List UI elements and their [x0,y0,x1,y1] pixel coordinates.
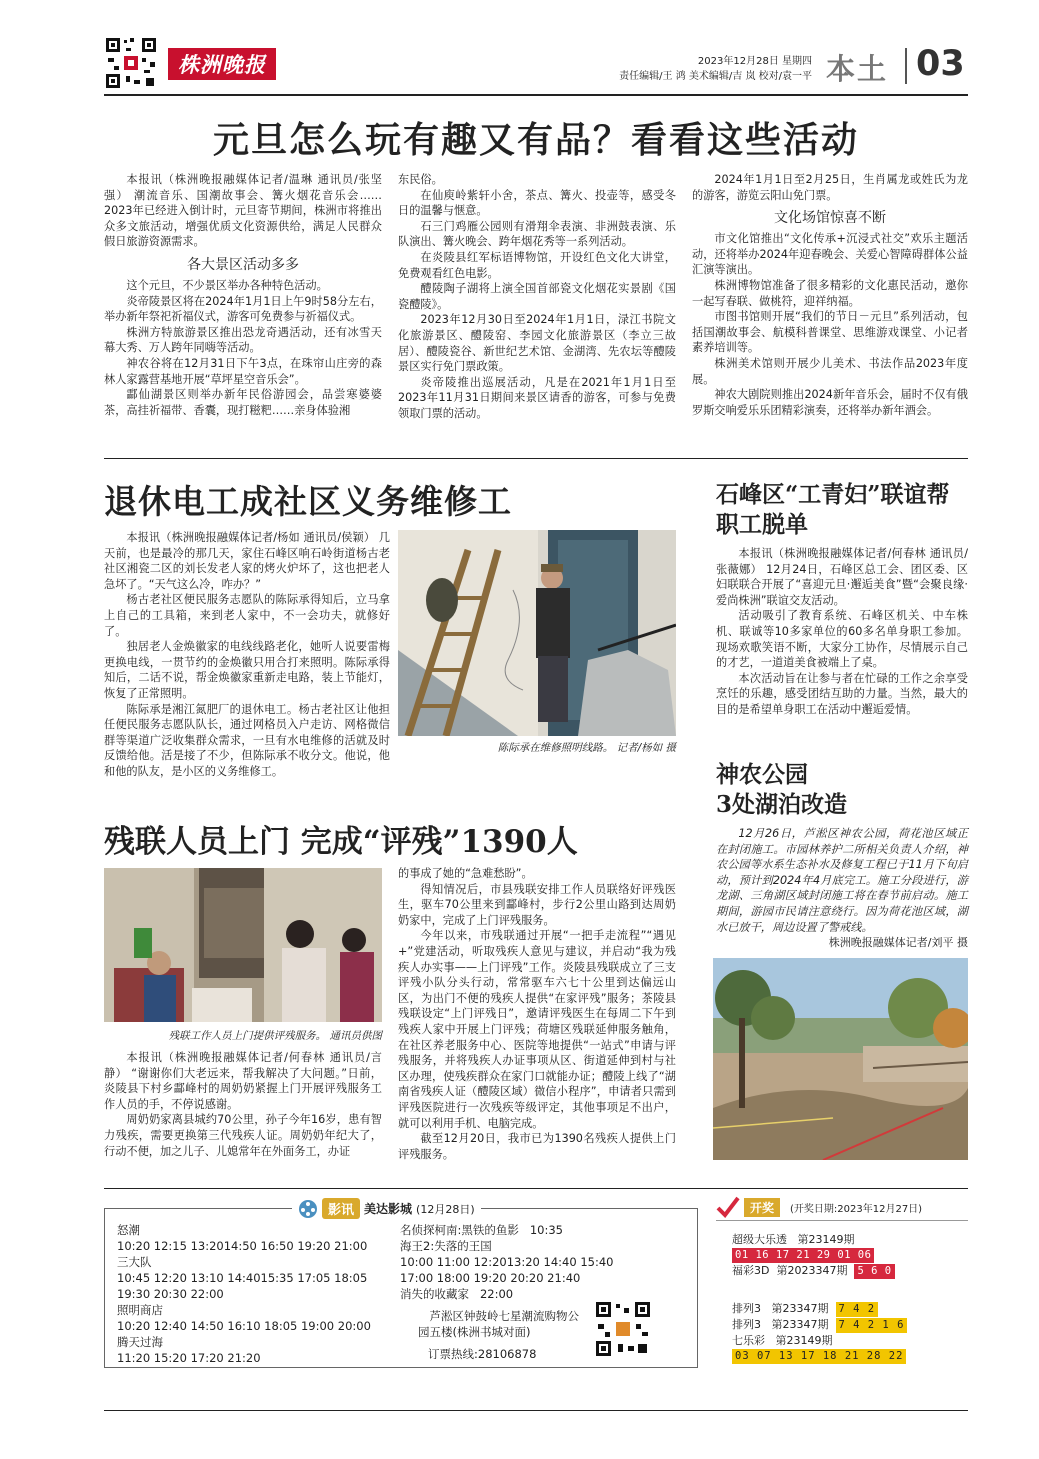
lottery-issue: 第2023347期 [776,1264,848,1277]
paragraph: 这个元旦，不少景区举办各种特色活动。 [126,278,328,292]
paragraph: 酃仙湖景区则举办新年民俗游园会，品尝寒婆婆茶，高挂祈福带、香囊，现打糍粑……亲身体验湘 [104,388,382,417]
paragraph: 在仙庾岭紫轩小舍，茶点、篝火、投壶等，感受冬日的温馨与惬意。 [398,188,676,218]
article1-col2 [398,172,676,422]
paragraph: 市文化馆推出“文化传承+沉浸式社交”欢乐主题活动，还将举办2024年迎春晚会、关爱心智障碍群体公益汇演等演出。 [692,232,968,277]
lottery-name: 七乐彩 [732,1334,765,1347]
paragraph: 株洲美术馆则开展少儿美术、书法作品2023年度展。 [692,356,968,386]
article5-left-text [104,1050,382,1159]
film-title: 消失的收藏家 [400,1287,469,1301]
editors-line: 责任编辑/王 鸿 美术编辑/吉 岚 校对/袁一平 [619,71,812,82]
film-title: 照明商店 [117,1303,163,1317]
paragraph: 在炎陵县红军标语博物馆，开设红色文化大讲堂，免费观看红色电影。 [398,250,676,280]
cinema-hotline: 订票热线:28106878 [428,1347,537,1361]
article1-headline: 元旦怎么玩有趣又有品？看看这些活动 [212,120,859,161]
cinema-right-list [400,1222,690,1302]
article2-headline: 退休电工成社区义务维修工 [104,482,512,521]
cinema-header [292,1198,481,1219]
article5-headline: 残联人员上门 完成“评残”1390人 [104,824,578,860]
film-times: 10:35 [529,1223,563,1237]
qr-code-cinema [594,1300,652,1358]
film-title: 海王2:失落的王国 [400,1239,492,1253]
lottery-name: 排列3 [732,1318,761,1331]
paragraph: 炎帝陵推出巡展活动，凡是在2021年1月1日至2023年11月31日期间来景区请香的游客，可参与免费领取门票的活动。 [398,375,676,420]
paragraph: 市图书馆则开展“我们的节日－元旦”系列活动，包括国潮故事会、航模科普课堂、思维游戏课堂、小记者素养培训等。 [692,310,968,355]
cinema-address: 芦淞区钟鼓岭七星潮流购物公园五楼(株洲书城对面) [418,1309,579,1339]
lottery-results [732,1232,968,1364]
film-times: 11:20 15:20 17:20 21:20 [117,1351,261,1365]
article1-col3 [692,172,968,418]
disability-service-photo [104,868,382,1022]
paragraph: 本报讯（株洲晚报融媒体记者/温琳 通讯员/张坚强） 潮流音乐、国潮故事会、篝火烟花音乐会……2023年已经进入倒计时，元旦寄节期间，株洲市将推出众多文旅活动，增强优质文化资源供给，满足人民群众假日旅游资源需求。 [104,173,382,249]
film-title: 怒潮 [117,1223,140,1237]
subheading: 文化场馆惊喜不断 [774,210,886,227]
lottery-line [732,1333,968,1348]
article1-col1 [104,172,382,418]
article4-text [716,826,968,935]
lake-photo [713,958,968,1160]
paragraph: 活动吸引了教育系统、石峰区机关、中车株机、联诚等10多家单位的60多名单身职工参加。现场欢歌笑语不断，大家分工协作，尽情展示自己的才艺，一道道美食被端上了桌。 [716,609,968,670]
paragraph: 本报讯（株洲晚报融媒体记者/何春林 通讯员/张薇娜） 12月24日，石峰区总工会、团区委、区妇联联合开展了“喜迎元旦·邂逅美食”暨“会聚良缘·爱尚株洲”联谊交友活动。 [716,547,968,607]
section-divider [905,48,907,84]
paragraph: 陈际承是湘江氮肥厂的退休电工。杨古老社区让他担任便民服务志愿队队长，通过网格员入户走访、网格微信群等渠道广泛收集群众需求，一旦有水电维修的活就及时反馈给他。活是接了不少，但陈际承不收分文。他说，他和他的队友，是小区的义务维修工。 [104,702,390,778]
section-rule [104,458,968,459]
paragraph: 本报讯（株洲晚报融媒体记者/何春林 通讯员/言静） “谢谢你们大老远来，帮我解决了大问题。”日前，炎陵县下村乡酃峰村的周奶奶紧握上门开展评残服务工作人员的手，不停说感谢。 [104,1051,382,1111]
lottery-name: 超级大乐透 [732,1233,787,1246]
film-times: 22:00 [479,1287,514,1301]
article3-text [716,546,968,718]
lottery-numbers: 7 4 2 [836,1302,879,1317]
paragraph: 醴陵陶子湖将上演全国首部瓷文化烟花实景剧《国瓷醴陵》。 [398,282,676,311]
lottery-numbers: 7 4 2 1 6 [836,1318,908,1333]
cinema-date: (12月28日) [416,1202,475,1216]
lottery-date: (开奖日期:2023年12月27日) [790,1203,923,1215]
film-times: 10:20 12:40 14:50 16:10 18:05 19:00 20:00 [117,1319,371,1333]
film-title: 名侦探柯南:黑铁的鱼影 [400,1223,519,1237]
lottery-line [732,1263,968,1279]
lottery-numbers: 5 6 0 [854,1264,894,1279]
article4-byline: 株洲晚报融媒体记者/刘平 摄 [828,936,968,949]
paragraph: 炎帝陵景区将在2024年1月1日上午9时58分左右，举办新年祭祀祈福仪式，游客可免费参与祈福仪式。 [104,294,382,324]
film-title: 腾天过海 [117,1335,163,1349]
film-times: 10:20 12:15 13:2014:50 16:50 19:20 21:00 [117,1239,368,1253]
paragraph: 的事成了她的“急难愁盼”。 [398,867,533,880]
lottery-tag: 开奖 [744,1198,780,1217]
film-title: 三大队 [117,1255,152,1269]
masthead-logo [168,48,276,80]
paragraph: 株洲博物馆准备了很多精彩的文化惠民活动，邀你一起写春联、做桃符，迎祥纳福。 [692,278,968,308]
electrician-photo [398,530,676,736]
photo-caption: 残联工作人员上门提供评残服务。 通讯员供图 [168,1030,382,1042]
article4-headline-line2: 3处湖泊改造 [716,791,848,818]
section-rule [104,1188,968,1189]
lottery-issue: 第23149期 [797,1233,855,1246]
lottery-name: 排列3 [732,1302,761,1315]
section-name: 本土 [826,52,889,86]
paragraph: 2023年12月30日至2024年1月1日，渌江书院文化旅游景区、醴陵窑、李园文化旅游景区（李立三故居）、醴陵瓷谷、新世纪艺术馆、金湖湾、先农坛等醴陵景区实行免门票政策。 [398,313,676,374]
logo-text: 株洲晚报 [178,52,266,77]
paragraph: 得知情况后，市县残联安排工作人员联络好评残医生，驱车70公里来到酃峰村，步行2公里山路到达周奶奶家中，完成了上门评残服务。 [398,882,676,927]
paragraph: 2024年1月1日至2月25日，生肖属龙或姓氏为龙的游客，游览云阳山免门票。 [692,173,968,202]
cinema-name: 美达影城 [364,1202,413,1216]
article4-headline-line1: 神农公园 [716,761,808,788]
subheading: 各大景区活动多多 [187,256,299,273]
film-reel-icon [298,1199,318,1219]
cinema-tag: 影讯 [322,1198,360,1219]
paragraph: 株洲方特旅游景区推出恐龙奇遇活动，还有冰雪天幕大秀、万人跨年同嗨等活动。 [104,325,382,355]
lottery-issue: 第23149期 [775,1334,833,1347]
paragraph: 今年以来，市残联通过开展“一把手走流程”“遇见+”党建活动，听取残疾人意见与建议，并启动“我为残疾人办实事——上门评残”工作。炎陵县残联成立了三支评残小队分头行动，常常驱车六七十公里到达偏远山区，为出门不便的残疾人提供“在家评残”服务；茶陵县残联设定“上门评残日”，邀请评残医生在每周二下午到残疾人家中开展上门评残；荷塘区残联延伸服务触角，在社区养老服务中心、医院等地提供“一站式”申请与评残服务，并将残疾人办证事项从区、街道延伸到村与社区办理，使残疾群众在家门口就能办证；醴陵上线了“湖南省残疾人证（醴陵区域）微信小程序”，申请者只需到评残医院进行一次残疾等级评定，其他事项足不出户，就可以利用手机、电脑完成。 [398,929,676,1130]
paragraph: 东民俗。 [398,173,443,186]
paragraph: 周奶奶家离县城约70公里，孙子今年16岁，患有智力残疾，需要更换第三代残疾人证。周奶奶年纪大了，行动不便，加之儿子、儿媳常年在外面务工，办证 [104,1113,382,1158]
paragraph: 独居老人金焕徽家的电线线路老化，她听人说要雷梅更换电线，一贯节约的金焕徽只用合打来照明。陈际承得知后，二话不说，帮金焕徽家重新走电路，装上节能灯，恢复了正常照明。 [104,640,390,700]
paragraph: 本次活动旨在让参与者在忙碌的工作之余享受烹饪的乐趣，感受团结互助的力量。当然，最大的目的是希望单身职工在活动中邂逅爱情。 [716,671,968,716]
film-times: 10:45 12:20 13:10 14:4015:35 17:05 18:05 19:30 20:30 22:00 [117,1271,368,1301]
paragraph: 12月26日，芦淞区神农公园，荷花池区域正在封闭施工。市园林养护二所相关负责人介绍，神农公园等水系生态补水及修复工程已于11月下旬启动，预计到2024年4月底完工。施工分段进行，游龙湖、三角湖区域封闭施工将在春节前启动。施工期间，游园市民请注意绕行。因为荷花池区域，湖水已放干，周边设置了警戒线。 [716,827,968,934]
lottery-numbers: 03 07 13 17 18 21 28 22 [732,1349,906,1364]
lottery-rule [716,1220,968,1221]
paragraph: 杨古老社区便民服务志愿队的陈际承得知后，立马拿上自己的工具箱，来到老人家中，不一会功夫，就修好了。 [104,593,390,638]
masthead-rule [104,94,968,96]
lottery-line [732,1301,968,1317]
paragraph: 石三门鸡雁公园则有滑翔伞表演、非洲鼓表演、乐队演出、篝火晚会、跨年烟花秀等一系列活动。 [398,219,676,249]
lottery-name: 福彩3D [732,1264,770,1277]
article3-headline: 石峰区“工青妇”联谊帮职工脱单 [716,481,950,538]
lottery-numbers: 01 16 17 21 29 01 06 [732,1248,874,1263]
article2-text [104,530,390,780]
film-times: 10:00 11:00 12:2013:20 14:40 15:40 17:00 18:00 19:20 20:20 21:40 [400,1255,614,1285]
lottery-issue: 第23347期 [771,1318,829,1331]
lottery-line [732,1232,968,1247]
article5-right-text [398,866,676,1162]
footer-rule [104,1410,968,1411]
check-icon [716,1196,740,1218]
paragraph: 神农谷将在12月31日下午3点，在珠帘山庄旁的森林人家露营基地开展“草坪星空音乐会”。 [104,356,382,386]
photo-caption: 陈际承在维修照明线路。 记者/杨如 摄 [497,742,676,754]
paragraph: 截至12月20日，我市已为1390名残疾人提供上门评残服务。 [398,1132,676,1161]
paragraph: 神农大剧院则推出2024新年音乐会，届时不仅有俄罗斯交响爱乐乐团精彩演奏，还将举办新年酒会。 [692,388,968,417]
cinema-left-list [117,1222,397,1366]
date-line: 2023年12月28日 星期四 [697,56,812,67]
lottery-header [716,1196,922,1218]
page-number: 03 [916,44,965,84]
qr-code-top [104,36,158,90]
lottery-line [732,1317,968,1333]
paragraph: 本报讯（株洲晚报融媒体记者/杨如 通讯员/侯颖） 几天前，也是最冷的那几天，家住石峰区响石岭街道杨古老社区湘瓷二区的刘长发老人家的烤火炉坏了，这也把老人急坏了。“天气这么冷，咋办？” [104,531,390,591]
lottery-issue: 第23347期 [771,1302,829,1315]
